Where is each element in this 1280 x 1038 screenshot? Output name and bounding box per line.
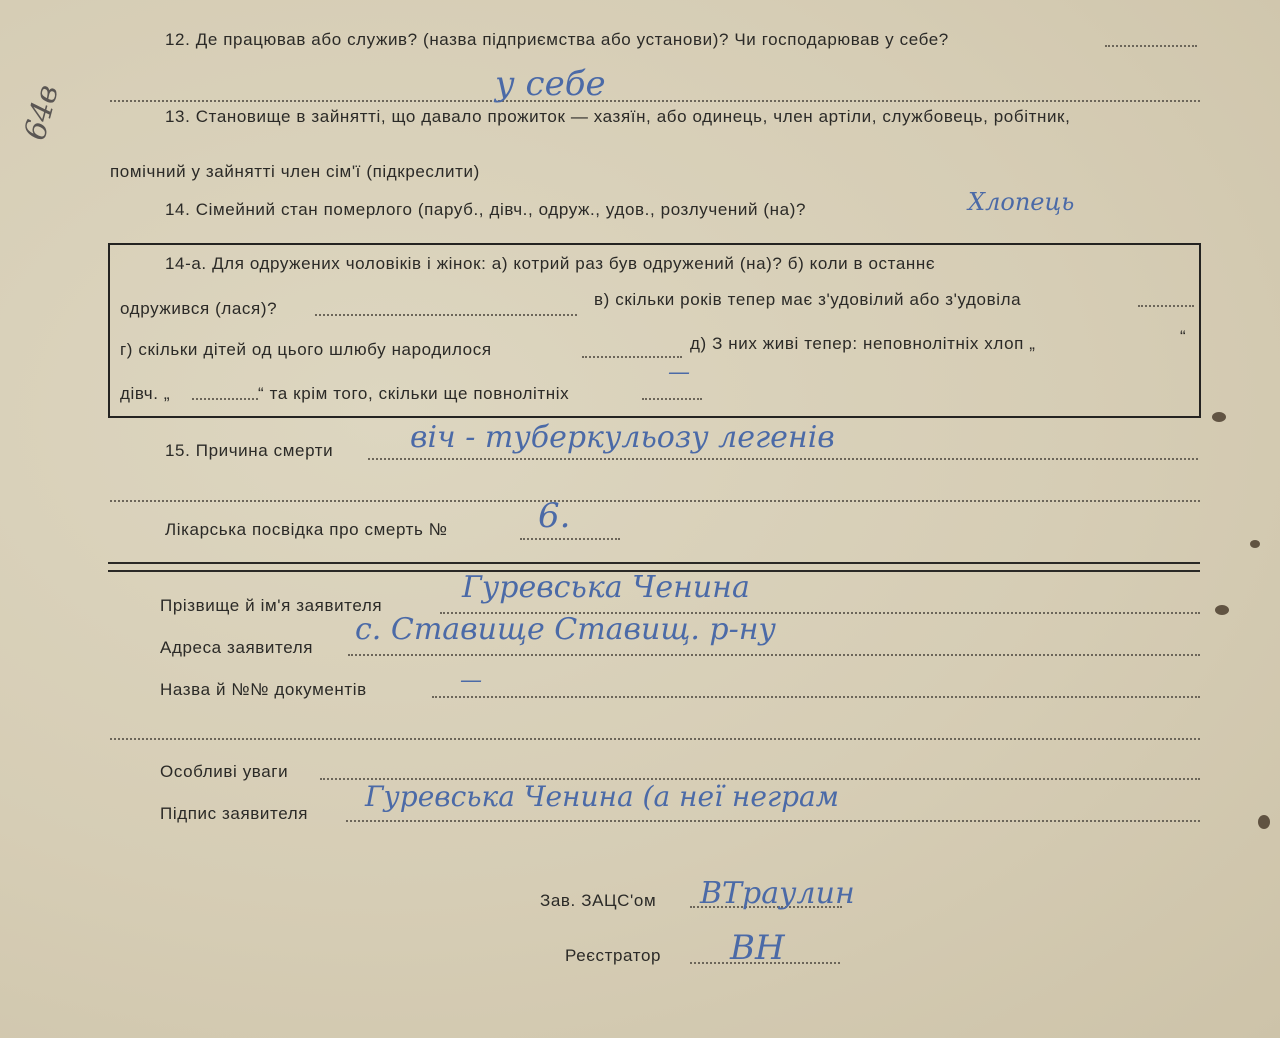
q14-answer: Хлопець [968,188,1075,216]
applicant-docs-label: Назва й №№ документів [160,680,367,699]
q14a-line4b: “ та крім того, скільки ще повнолітніх [258,384,570,403]
q12-answer: у себе [495,64,606,104]
q14a-line2-blank [315,314,577,316]
q12-answer-line [110,100,1200,102]
q14a-line4b-blank [642,398,702,400]
certificate-answer: 6. [538,496,571,536]
q15-extra-line [110,500,1200,502]
applicant-address-value: с. Ставище Ставищ. р-ну [355,612,776,647]
paper-stain [1212,412,1226,422]
applicant-docs-extra-line [110,738,1200,740]
registrar-signature: ВН [730,928,785,968]
head-label: Зав. ЗАЦС'ом [540,891,657,910]
applicant-name-value: Гуревська Ченина [462,570,750,605]
q15-answer: віч - туберкульозу легенів [410,420,835,455]
q14a-line2b-blank [1138,305,1194,307]
applicant-name-label: Прізвище й ім'я заявителя [160,596,383,615]
applicant-address-label: Адреса заявителя [160,638,314,657]
margin-note: 64в [17,81,66,144]
applicant-address-line [348,654,1200,656]
q14a-line2a: одружився (лася)? [120,299,278,318]
applicant-signature-line [346,820,1200,822]
q14a-line1: 14-а. Для одружених чоловіків і жінок: а) котрий раз був одружений (на)? б) коли в останнє [165,254,936,273]
applicant-signature-value: Гуревська Ченина (а неї неграм [365,780,839,813]
q14a-line4a: дівч. „ [120,384,171,403]
section-rule-top [108,562,1200,564]
q14a-dash: — [668,360,690,385]
applicant-docs-line [432,696,1200,698]
paper-stain [1250,540,1260,548]
q14a-line4-blank [192,398,258,400]
q14a-line3b: д) З них живі тепер: неповнолітніх хлоп „ [690,334,1036,353]
applicant-signature-label: Підпис заявителя [160,804,309,823]
paper-stain [1215,605,1229,615]
q13-line1: 13. Становище в зайнятті, що давало прожиток — хазяїн, або одинець, член артіли, службовець, робітник, [165,107,1071,126]
q14a-line3a: г) скільки дітей од цього шлюбу народилося [120,340,492,359]
q12-line-end [1105,45,1197,47]
certificate-line [520,538,620,540]
applicant-docs-value: — [460,668,482,693]
paper-stain [1258,815,1270,829]
q14a-line3-blank [582,356,682,358]
head-signature: ВТраулин [700,876,855,911]
certificate-label: Лікарська посвідка про смерть № [165,520,448,539]
q15-answer-line [368,458,1198,460]
registrar-label: Реєстратор [565,946,662,965]
q15-label: 15. Причина смерти [165,441,334,460]
q14a-line2b: в) скільки років тепер має з'удовілий або з'удовіла [594,290,1022,309]
q12-label: 12. Де працював або служив? (назва підприємства або установи)? Чи господарював у себе? [165,30,949,49]
q13-line2: помічний у зайнятті член сім'ї (підкреслити) [110,162,480,181]
applicant-notes-label: Особливі уваги [160,762,289,781]
q14-label: 14. Сімейний стан померлого (паруб., дівч., одруж., удов., розлучений (на)? [165,200,807,219]
q14a-line3c: “ [1180,327,1187,346]
